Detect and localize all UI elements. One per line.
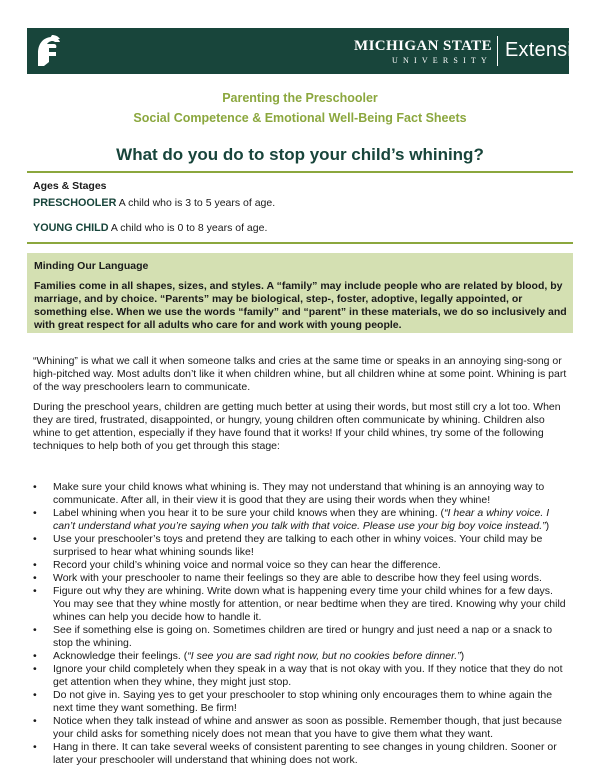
tip-text: Ignore your child completely when they speak in a way that is not okay with you. If they notice that they do not get attention when they whine, they might just stop. bbox=[53, 663, 563, 688]
page-title: What do you do to stop your child’s whining? bbox=[116, 145, 484, 164]
tip-item bbox=[33, 559, 573, 572]
context-paragraph: During the preschool years, children are getting much better at using their words, but most still cry a lot too. When they are tired, frustrated, disappointed, or hungry, young children often communicate by whining. Children also whine to get attention, especially if they have found that it works! If your child whines, try some of the following techniques to help both of you get through this stage: bbox=[33, 401, 561, 452]
extension-label: Extension bbox=[505, 39, 595, 61]
series-title: Parenting the Preschooler bbox=[222, 91, 378, 105]
header-divider bbox=[497, 36, 498, 66]
tip-item bbox=[33, 650, 573, 663]
ages-heading: Ages & Stages bbox=[33, 180, 107, 192]
age-description: A child who is 0 to 8 years of age. bbox=[108, 222, 268, 234]
tip-item bbox=[33, 624, 573, 650]
tip-item bbox=[33, 741, 573, 767]
tip-item bbox=[33, 663, 573, 689]
tip-text: Use your preschooler’s toys and pretend they are talking to each other in whiny voices. Your child may be surprised to hear what whining sounds like! bbox=[53, 533, 543, 558]
spartan-helmet-logo bbox=[34, 33, 62, 69]
tip-item bbox=[33, 715, 573, 741]
tip-text-end: ) bbox=[460, 650, 465, 662]
tip-quote: “I hear a whiny voice. I can’t understand what you’re saying when you talk with that voice. Please use your big boy voice instead.” bbox=[53, 507, 550, 532]
tip-text: Notice when they talk instead of whine and answer as soon as possible. Remember though, that just because your child asks for something nicely does not mean that you have to give them what they want. bbox=[53, 715, 562, 740]
tip-item bbox=[33, 533, 573, 559]
age-item bbox=[33, 197, 275, 209]
age-description: A child who is 3 to 5 years of age. bbox=[116, 197, 276, 209]
tip-text: Hang in there. It can take several weeks of consistent parenting to see changes in young children. Sooner or later your preschooler will understand that whining does not work. bbox=[53, 741, 557, 766]
tip-text: Acknowledge their feelings. ( bbox=[53, 650, 188, 662]
tip-text: Make sure your child knows what whining is. They may not understand that whining is an annoying way to communicate. After all, in their view it is good that they are using their words when they whine! bbox=[53, 481, 545, 506]
tip-text-end: ) bbox=[545, 520, 550, 532]
header-banner bbox=[27, 28, 595, 74]
tip-item bbox=[33, 689, 573, 715]
intro-paragraph: “Whining” is what we call it when someone talks and cries at the same time or speaks in an annoying sing-song or high-pitched way. Most adults don’t like it when children whine, but all children whine at some point. Whining is part of the way preschoolers learn to communicate. bbox=[33, 355, 567, 393]
tip-item bbox=[33, 572, 573, 585]
age-term: YOUNG CHILD bbox=[33, 222, 109, 234]
age-item bbox=[33, 222, 267, 234]
callout-heading: Minding Our Language bbox=[34, 260, 149, 272]
tip-item bbox=[33, 481, 573, 507]
top-rule bbox=[27, 171, 573, 173]
language-callout bbox=[27, 253, 573, 333]
callout-body: Families come in all shapes, sizes, and styles. A “family” may include people who are related by blood, by marriage, and by choice. “Parents” may be biological, step-, foster, adoptive, legally appointed, or something else. When we use the words “family” and “parent” in these materials, we do so inclusively and with great respect for all adults who care for and work with young people. bbox=[34, 280, 567, 331]
tip-text: Work with your preschooler to name their feelings so they are able to describe how they feel using words. bbox=[53, 572, 542, 584]
tip-text: Do not give in. Saying yes to get your preschooler to stop whining only encourages them to whine again the next time they want something. Be firm! bbox=[53, 689, 553, 714]
tip-text: Record your child’s whining voice and normal voice so they can hear the difference. bbox=[53, 559, 441, 571]
tip-text: Figure out why they are whining. Write down what is happening every time your child whines for a few days. You may see that they whine mostly for attention, or near bedtime when they are tired. Knowing why your child whines can help you decide how to handle it. bbox=[53, 585, 566, 623]
university-name: MICHIGAN STATE bbox=[354, 38, 492, 54]
tip-item bbox=[33, 585, 573, 624]
tip-text: Label whining when you hear it to be sure your child knows when they are whining. ( bbox=[53, 507, 445, 519]
age-term: PRESCHOOLER bbox=[33, 197, 117, 209]
tips-list bbox=[33, 481, 573, 767]
university-label: UNIVERSITY bbox=[392, 56, 492, 65]
tip-quote: “I see you are sad right now, but no cookies before dinner.” bbox=[187, 650, 461, 662]
tip-item bbox=[33, 507, 573, 533]
series-subtitle: Social Competence & Emotional Well-Being Fact Sheets bbox=[133, 111, 467, 125]
tip-text: See if something else is going on. Sometimes children are tired or hungry and just need a nap or a snack to stop the whining. bbox=[53, 624, 553, 649]
university-wordmark bbox=[334, 38, 492, 66]
middle-rule bbox=[27, 242, 573, 244]
